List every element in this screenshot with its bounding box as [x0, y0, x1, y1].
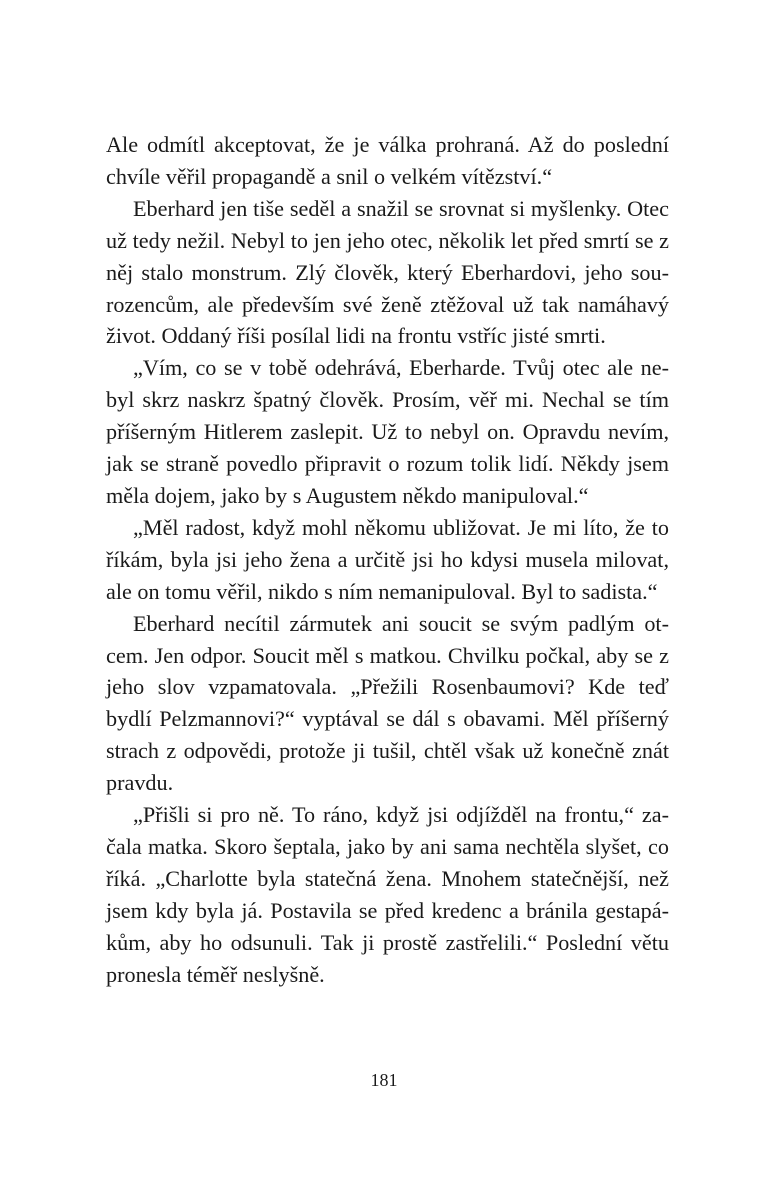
body-text: [106, 129, 669, 990]
paragraph-6: „Přišli si pro ně. To ráno, když jsi odjížděl na frontu,“ začala matka. Skoro šeptala, jako by ani sama nechtěla slyšet, co říká. „Charlotte byla statečná žena. Mnohem statečnější, než jsem kdy byla já. Postavila se před kredenc a bránila gestapákům, aby ho odsunuli. Tak ji prostě zastřelili.“ Poslední větu pronesla téměř neslyšně.: [106, 802, 669, 987]
paragraph-1: Ale odmítl akceptovat, že je válka prohraná. Až do poslední chvíle věřil propagandě a snil o velkém vítězství.“: [106, 132, 669, 189]
paragraph-2: Eberhard jen tiše seděl a snažil se srovnat si myšlenky. Otec už tedy nežil. Nebyl to jen jeho otec, několik let před smrtí se z něj stalo monstrum. Zlý člověk, který Eberhardovi, jeho sourozencům, ale především své ženě ztěžoval už tak namáhavý život. Oddaný říši posílal lidi na frontu vstříc jisté smrti.: [106, 195, 669, 349]
paragraph-5: Eberhard necítil zármutek ani soucit se svým padlým otcem. Jen odpor. Soucit měl s matkou. Chvilku počkal, aby se z jeho slov vzpamatovala. „Přežili Rosenbaumovi? Kde teď bydlí Pelzmannovi?“ vyptával se dál s obavami. Měl příšerný strach z odpovědi, protože ji tušil, chtěl však už konečně znát pravdu.: [106, 610, 669, 796]
page-number: 181: [370, 1070, 398, 1090]
paragraph-3: „Vím, co se v tobě odehrává, Eberharde. Tvůj otec ale nebyl skrz naskrz špatný člověk. Prosím, věř mi. Nechal se tím příšerným Hitlerem zaslepit. Už to nebyl on. Opravdu nevím, jak se straně povedlo připravit o rozum tolik lidí. Někdy jsem měla dojem, jako by s Augustem někdo manipuloval.“: [106, 355, 669, 508]
paragraph-4: „Měl radost, když mohl někomu ubližovat. Je mi líto, že to říkám, byla jsi jeho žena a určitě jsi ho kdysi musela milovat, ale on tomu věřil, nikdo s ním nemanipuloval. Byl to sadista.“: [106, 514, 669, 604]
